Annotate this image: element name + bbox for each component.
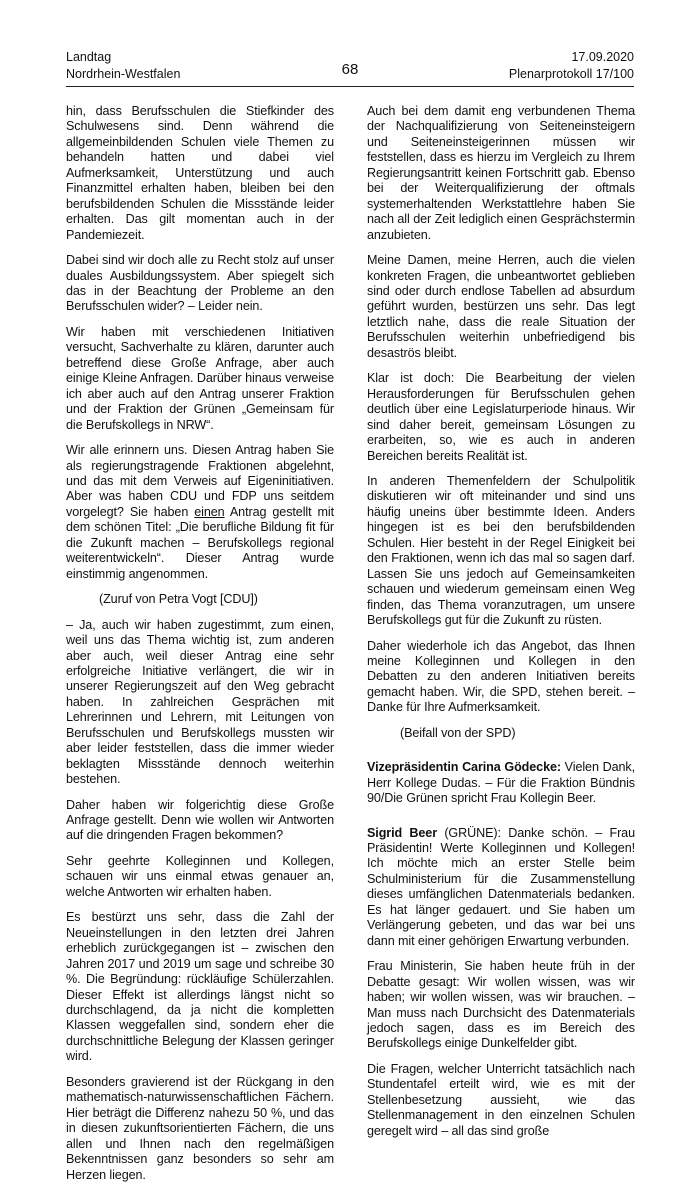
header-landtag: Landtag (66, 50, 112, 64)
paragraph: Daher wiederhole ich das Angebot, das Ihnen meine Kolleginnen und Kollegen in den Debatten zu den anderen Initiativen bereits gemacht haben. Wir, die SPD, stehen bereit. – Danke für Ihre Aufmerksamkeit. (367, 638, 635, 715)
left-column (66, 104, 334, 1193)
paragraph: Die Fragen, welcher Unterricht tatsächlich nach Stundentafel erteilt wird, wie es mit der Stellenbesetzung aussieht, wie das Stellenmanagement in den einzelnen Schulen geregelt wird – all das sind große (367, 1061, 635, 1138)
speaker-paragraph (367, 760, 635, 806)
paragraph: Sehr geehrte Kolleginnen und Kollegen, schauen wir uns einmal etwas genauer an, welche Antworten wir erhalten haben. (66, 853, 334, 899)
speaker-name: Sigrid Beer (367, 825, 438, 840)
speaker-name: Vizepräsidentin Carina Gödecke: (367, 760, 561, 775)
header-date: 17.09.2020 (571, 50, 634, 64)
speaker-paragraph (367, 826, 635, 950)
page-header (66, 49, 634, 83)
paragraph: Es bestürzt uns sehr, dass die Zahl der Neueinstellungen in den letzten drei Jahren erheblich zurückgegangen ist – zwischen den Jahren 2017 und 2019 um sage und schreibe 30 %. Die Begründung: rückläufige Schülerzahlen. Dieser Effekt ist allerdings längst nicht so durchschlagend, da ja nicht die kompletten Klassen weggefallen sind, sondern eher die durchschnittliche Belegung der Klassen geringer wird. (66, 910, 334, 1064)
paragraph-text: Wir alle erinnern uns. Diesen Antrag haben Sie als regierungstragende Fraktionen abgelehnt, und das mit dem Verweis auf Eigeninitiativen. Aber was haben CDU und FDP uns seitdem vorgelegt? Sie haben (66, 443, 334, 519)
right-column (367, 104, 635, 1149)
paragraph: Dabei sind wir doch alle zu Recht stolz auf unser duales Ausbildungssystem. Aber spiegelt sich das in der Beachtung der Probleme an den Berufsschulen wider? – Leider nein. (66, 253, 334, 314)
paragraph: – Ja, auch wir haben zugestimmt, zum einen, weil uns das Thema wichtig ist, zum anderen aber auch, weil dieser Antrag eine sehr erfolgreiche Initiative verlängert, die wir in unserer Regierungszeit auf den Weg gebracht haben. In zahlreichen Gesprächen mit Lehrerinnen und Lehrern, mit Leitungen von Berufsschulen und Berufskollegs mussten wir aber leider feststellen, dass die immer wieder beklagten Missstände dennoch weiterhin bestehen. (66, 617, 334, 787)
page-number: 68 (341, 61, 359, 78)
paragraph: Daher haben wir folgerichtig diese Große Anfrage gestellt. Denn wie wollen wir Antworten auf die dringenden Fragen bekommen? (66, 797, 334, 843)
header-right (509, 49, 634, 83)
header-divider (66, 86, 634, 87)
speaker-text: (GRÜNE): Danke schön. – Frau Präsidentin! Werte Kolleginnen und Kollegen! Ich möchte mich an erster Stelle beim Schulministerium für die Zusammenstellung dieses umfänglichen Datenmaterials bedanken. Es hat länger gedauert. und Sie haben um Verlängerung gebeten, und das war bei uns dann mit einer gehörigen Erwartung verbunden. (367, 825, 635, 948)
applause-note: (Beifall von der SPD) (400, 725, 516, 740)
speaker-text: Vielen Dank, Herr Kollege Dudas. – Für die Fraktion Bündnis 90/Die Grünen spricht Frau Kollegin Beer. (367, 760, 635, 806)
paragraph: Wir haben mit verschiedenen Initiativen versucht, Sachverhalte zu klären, darunter auch betreffend diese Große Anfrage, aber auch einige Kleine Anfragen. Darüber hinaus verweise ich aber auch auf den Antrag unserer Fraktion und der Fraktion der Grünen „Gemeinsam für die Berufskollegs in NRW“. (66, 324, 334, 432)
underlined-word: einen (194, 504, 225, 519)
paragraph: In anderen Themenfeldern der Schulpolitik diskutieren wir oft miteinander und sind uns häufig uneins über bestimmte Ideen. Anders hingegen ist es bei den berufsbildenden Schulen. Hier besteht in der Regel Einigkeit bei den Fraktionen, wenn ich das mal so sagen darf. Lassen Sie uns jedoch auf Gemeinsamkeiten schauen und wiederum gemeinsam einen Weg finden, das Thema voranzutragen, um unsere Berufskollegs gut für die Zukunft zu rüsten. (367, 473, 635, 628)
paragraph (66, 443, 334, 582)
interjection: (Zuruf von Petra Vogt [CDU]) (99, 592, 258, 607)
paragraph: Meine Damen, meine Herren, auch die vielen konkreten Fragen, die unbeantwortet geblieben sind oder durch endlose Tabellen ad absurdum geführt wurden, bestürzen uns sehr. Das legt letztlich nahe, dass die reale Situation der Berufsschulen weiterhin unbefriedigend bis desaströs bleibt. (367, 253, 635, 360)
header-state: Nordrhein-Westfalen (66, 67, 181, 81)
paragraph-text: Antrag gestellt mit dem schönen Titel: „Die berufliche Bildung fit für die Zukunft machen – Berufskollegs regional weiterentwickeln“. Dieser Antrag wurde einstimmig angenommen. (66, 504, 334, 581)
header-protocol: Plenarprotokoll 17/100 (508, 67, 634, 81)
paragraph: Besonders gravierend ist der Rückgang in den mathematisch-naturwissenschaftlichen Fächern. Hier beträgt die Differenz nahezu 50 %, und das in diesen zukunftsorientierten Fächern, die uns allen und Ihnen nach den regelmäßigen Bekenntnissen ganz besonders so sehr am Herzen liegen. (66, 1074, 334, 1182)
paragraph: Klar ist doch: Die Bearbeitung der vielen Herausforderungen für Berufsschulen gehen deutlich über eine Legislaturperiode hinaus. Wir sind daher bereit, gemeinsam Lösungen zu erarbeiten, so, wie es auch in anderen Bereichen bereits Realität ist. (367, 371, 635, 463)
paragraph: Auch bei dem damit eng verbundenen Thema der Nachqualifizierung von Seiteneinsteigern und Seiteneinsteigerinnen müssen wir feststellen, dass es hierzu im Vergleich zu Ihrem Regierungsantritt keinen Fortschritt gab. Ebenso bei der Weiterqualifizierung der oftmals systemerhaltenden Werkstattlehre haben Sie nach all der Zeit lediglich einen Gesprächstermin anzubieten. (367, 104, 635, 242)
paragraph: Frau Ministerin, Sie haben heute früh in der Debatte gesagt: Wir wollen wissen, was wir haben; wir wollen wissen, was wir brauchen. – Man muss nach Durchsicht des Datenmaterials jedoch sagen, dass es im Bereich des Berufskollegs einige Dunkelfelder gibt. (367, 959, 635, 1051)
paragraph: hin, dass Berufsschulen die Stiefkinder des Schulwesens sind. Denn während die allgemeinbildenden Schulen viele Themen zu behandeln hatten und dabei viel Aufmerksamkeit, Unterstützung und auch Finanzmittel erhalten haben, bleiben bei den berufsbildenden Schulen die Missstände leider erhalten. Das gilt momentan auch in der Pandemiezeit. (66, 104, 334, 242)
